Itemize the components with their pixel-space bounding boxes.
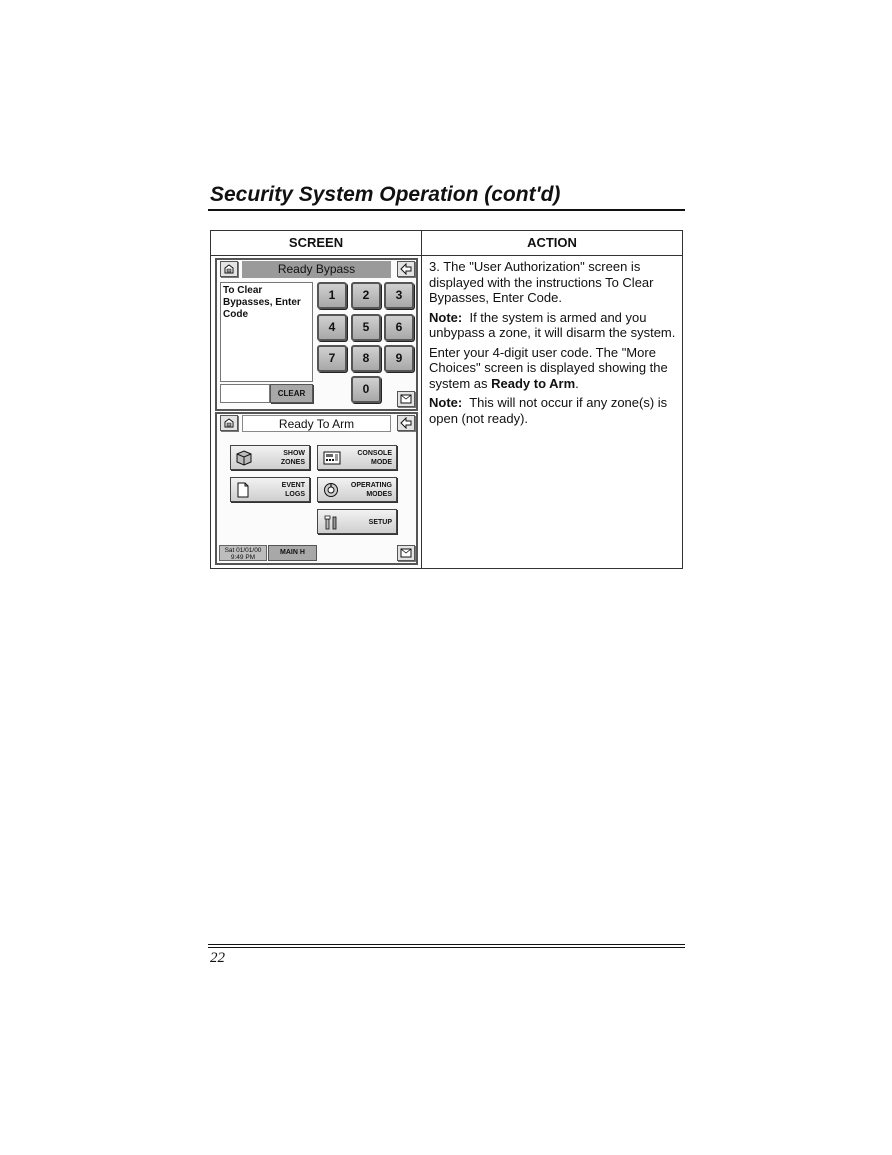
tools-icon <box>323 514 339 530</box>
action-text <box>429 259 677 430</box>
operating-modes-button[interactable] <box>317 477 397 502</box>
enter-code-paragraph <box>429 345 677 392</box>
key-3[interactable]: 3 <box>384 282 414 309</box>
envelope-icon <box>400 548 412 558</box>
back-arrow-icon <box>400 417 412 429</box>
instruction-table <box>210 230 683 569</box>
footer-rule <box>208 944 685 945</box>
more-choices-screen <box>215 412 418 565</box>
footer-rule <box>208 947 685 948</box>
console-mode-label: CONSOLE MODE <box>357 450 392 466</box>
setup-label: SETUP <box>368 519 392 526</box>
screen-column-header: SCREEN <box>288 235 344 250</box>
envelope-icon <box>400 394 412 404</box>
key-7[interactable]: 7 <box>317 345 347 372</box>
title-rule <box>208 209 685 211</box>
user-authorization-screen <box>215 258 418 411</box>
message-button[interactable] <box>397 545 415 561</box>
note-2 <box>429 395 677 426</box>
enter-code-text: Enter your 4-digit user code. The "More Choices" screen is displayed showing the system as <box>429 344 668 391</box>
home-button[interactable] <box>220 415 238 431</box>
date-time-display <box>219 545 267 561</box>
key-2[interactable]: 2 <box>351 282 381 309</box>
console-mode-button[interactable] <box>317 445 397 470</box>
key-0[interactable]: 0 <box>351 376 381 403</box>
instruction-message: To Clear Bypasses, Enter Code <box>220 282 313 382</box>
back-arrow-icon <box>400 263 412 275</box>
back-button[interactable] <box>397 415 415 431</box>
key-5[interactable]: 5 <box>351 314 381 341</box>
key-8[interactable]: 8 <box>351 345 381 372</box>
modes-dial-icon <box>323 482 339 498</box>
note-1-text: If the system is armed and you unbypass a zone, it will disarm the system. <box>429 309 676 340</box>
message-button[interactable] <box>397 391 415 407</box>
house-shield-icon <box>223 263 235 275</box>
status-bar: Ready To Arm <box>242 415 391 432</box>
note-2-text: This will not occur if any zone(s) is open (not ready). <box>429 395 668 426</box>
page-title: Security System Operation (cont'd) <box>210 183 561 206</box>
setup-button[interactable] <box>317 509 397 534</box>
cube-icon <box>236 450 252 466</box>
home-button[interactable] <box>220 261 238 277</box>
document-icon <box>236 482 250 498</box>
code-entry-field[interactable] <box>220 384 270 403</box>
key-6[interactable]: 6 <box>384 314 414 341</box>
page-number: 22 <box>210 950 225 966</box>
event-logs-button[interactable] <box>230 477 310 502</box>
keypad-console-icon <box>323 450 341 466</box>
time-text: 9:49 PM <box>230 554 256 561</box>
show-zones-button[interactable] <box>230 445 310 470</box>
key-9[interactable]: 9 <box>384 345 414 372</box>
clear-button[interactable]: CLEAR <box>270 384 313 403</box>
operating-modes-label: OPERATING MODES <box>350 482 392 498</box>
key-1[interactable]: 1 <box>317 282 347 309</box>
date-text: Sat 01/01/00 <box>224 547 262 554</box>
key-4[interactable]: 4 <box>317 314 347 341</box>
enter-code-end: . <box>575 375 579 391</box>
back-button[interactable] <box>397 261 415 277</box>
column-divider <box>421 231 422 568</box>
show-zones-label: SHOW ZONES <box>280 450 305 466</box>
step-3-paragraph: 3. The "User Authorization" screen is displayed with the instructions To Clear Bypasses, Enter Code. <box>429 259 654 305</box>
status-bar: Ready Bypass <box>242 261 391 278</box>
note-1 <box>429 310 677 341</box>
event-logs-label: EVENT LOGS <box>281 482 305 498</box>
action-column-header: ACTION <box>527 235 577 250</box>
ready-to-arm-emphasis: Ready to Arm <box>491 375 576 391</box>
table-header-row <box>211 231 682 256</box>
note-1-label: Note: <box>429 309 463 325</box>
main-button[interactable]: MAIN H <box>268 545 317 561</box>
house-shield-icon <box>223 417 235 429</box>
note-2-label: Note: <box>429 395 463 410</box>
